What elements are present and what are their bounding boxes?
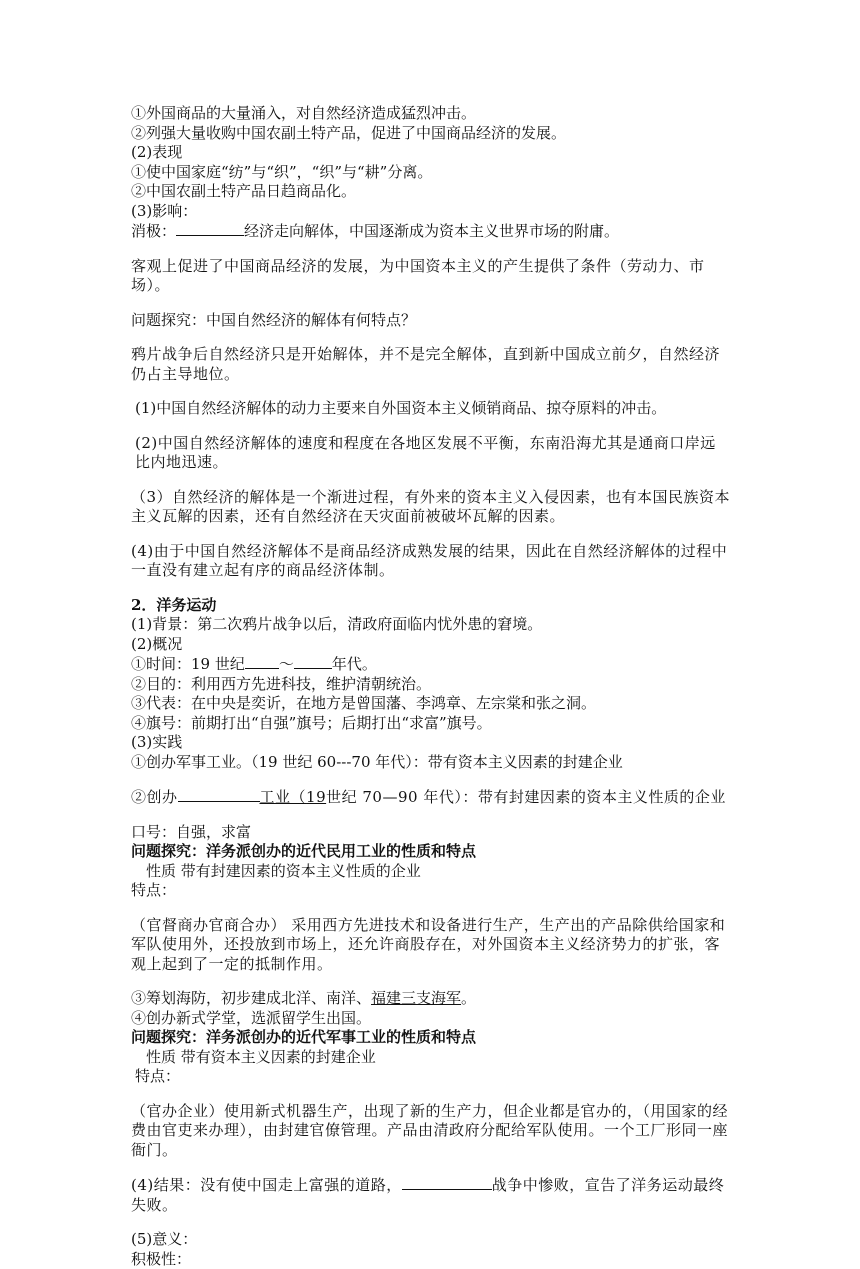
fill-blank: [402, 1175, 492, 1190]
label: ①时间：19 世纪: [131, 655, 245, 673]
text-line: ②列强大量收购中国农副土特产品，促进了中国商品经济的发展。: [131, 124, 731, 144]
text-line: ①创办军事工业。（19 世纪 60---70 年代）：带有资本主义因素的封建企业: [131, 753, 731, 773]
paragraph: （官督商办官商合办） 采用西方先进技术和设备进行生产，生产出的产品除供给国家和军队使用外，还投放到市场上，还允许商股存在，对外国资本主义经济势力的扩张，客观上起到了一定的抵制作用。: [131, 916, 731, 975]
text: ③筹划海防，初步建成北洋、南洋、: [131, 989, 371, 1007]
text-line: 积极性：: [131, 1250, 731, 1269]
text-line: ②中国农副土特产品日趋商品化。: [131, 182, 731, 202]
fill-blank: [176, 221, 244, 236]
text-line: ④旗号：前期打出“自强”旗号；后期打出“求富”旗号。: [131, 714, 731, 734]
section-heading: 2．洋务运动: [131, 596, 731, 616]
tilde: ～: [279, 655, 294, 673]
text: 经济走向解体，中国逐渐成为资本主义世界市场的附庸。: [244, 222, 619, 240]
question-heading: 问题探究：洋务派创办的近代军事工业的性质和特点: [131, 1028, 731, 1048]
subheading: (2)表现: [131, 143, 731, 163]
subheading: (3)实践: [131, 733, 731, 753]
text-line: 性质 带有资本主义因素的封建企业: [131, 1048, 731, 1068]
paragraph: [131, 787, 731, 808]
text-line: ①使中国家庭“纺”与“织”，“织”与“耕”分离。: [131, 163, 731, 183]
paragraph: 鸦片战争后自然经济只是开始解体，并不是完全解体，直到新中国成立前夕，自然经济仍占主导地位。: [131, 345, 731, 384]
paragraph: （3）自然经济的解体是一个渐进过程，有外来的资本主义入侵因素，也有本国民族资本主义瓦解的因素，还有自然经济在天灾面前被破坏瓦解的因素。: [131, 488, 731, 527]
paragraph: [131, 1175, 731, 1215]
paragraph: 客观上促进了中国商品经济的发展，为中国资本主义的产生提供了条件（劳动力、市场）。: [131, 257, 731, 296]
paragraph: (2)中国自然经济解体的速度和程度在各地区发展不平衡，东南沿海尤其是通商口岸远比内地迅速。: [131, 434, 731, 473]
subheading: (5)意义：: [131, 1230, 731, 1250]
text-line: 口号：自强，求富: [131, 823, 731, 843]
text-line: ③代表：在中央是奕䜣，在地方是曾国藩、李鸿章、左宗棠和张之洞。: [131, 694, 731, 714]
question-heading: 问题探究：中国自然经济的解体有何特点？: [131, 311, 731, 331]
text-line: ④创办新式学堂，选派留学生出国。: [131, 1009, 731, 1029]
paragraph: (4)由于中国自然经济解体不是商品经济成熟发展的结果，因此在自然经济解体的过程中一直没有建立起有序的商品经济体制。: [131, 542, 731, 581]
subheading: (3)影响：: [131, 202, 731, 222]
underlined-text: 工业（: [260, 788, 307, 806]
text-line: [131, 221, 731, 242]
text-line: 特点：: [131, 881, 731, 901]
subheading: (2)概况: [131, 635, 731, 655]
text-line: 性质 带有封建因素的资本主义性质的企业: [131, 862, 731, 882]
label: ②创办: [131, 788, 178, 806]
text-line: [131, 654, 731, 675]
text-line: ②目的：利用西方先进科技，维护清朝统治。: [131, 675, 731, 695]
label: 消极：: [131, 222, 176, 240]
text: (4)结果：没有使中国走上富强的道路，: [131, 1176, 402, 1194]
text: 。: [461, 989, 476, 1007]
fill-blank: [294, 654, 332, 669]
paragraph: （官办企业）使用新式机器生产，出现了新的生产力，但企业都是官办的，（用国家的经费由官吏来办理），由封建官僚管理。产品由清政府分配给军队使用。一个工厂形同一座衙门。: [131, 1102, 731, 1161]
fill-blank: [245, 654, 279, 669]
text-line: ①外国商品的大量涌入，对自然经济造成猛烈冲击。: [131, 104, 731, 124]
text-line: [131, 989, 731, 1009]
text-line: 特点：: [131, 1067, 731, 1087]
text: 战争中惨败，宣告了洋务运动最终失败。: [131, 1176, 724, 1214]
text-line: (1)中国自然经济解体的动力主要来自外国资本主义倾销商品、掠夺原料的冲击。: [131, 399, 731, 419]
text: 世纪 70—90 年代）：带有封建因素的资本主义性质的企业: [326, 788, 726, 806]
fill-blank: [178, 787, 260, 802]
question-heading: 问题探究：洋务派创办的近代民用工业的性质和特点: [131, 842, 731, 862]
underlined-text: 19: [306, 788, 326, 806]
document-page: [131, 104, 731, 1269]
underlined-text: 福建三支海军: [371, 989, 461, 1007]
text: 年代。: [332, 655, 377, 673]
text-line: (1)背景：第二次鸦片战争以后，清政府面临内忧外患的窘境。: [131, 615, 731, 635]
